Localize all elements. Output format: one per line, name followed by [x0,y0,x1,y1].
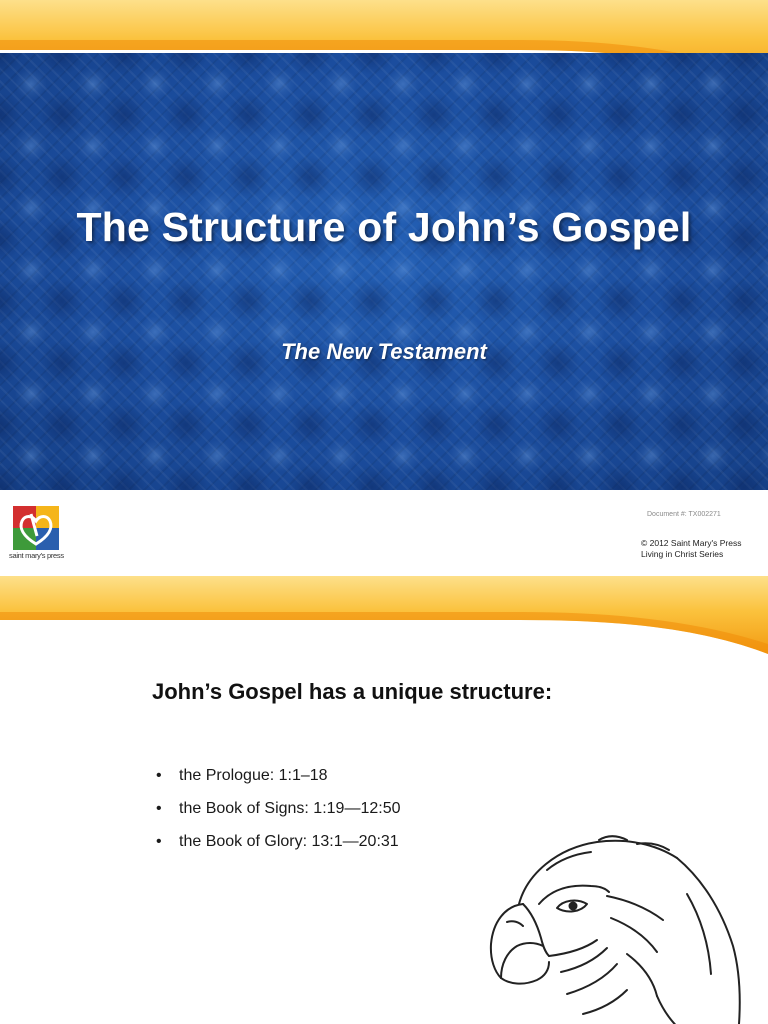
slide-subtitle: The New Testament [281,339,487,364]
series-line: Living in Christ Series [641,549,724,559]
bullet-icon: • [156,833,162,850]
slide-title: The Structure of John’s Gospel [76,204,692,250]
document-number: Document #: TX002271 [647,511,721,518]
logo-mark-icon [13,506,59,550]
list-item [156,799,400,832]
content-slide [0,576,768,1024]
logo-wordmark: saint mary's press [9,551,64,560]
copyright-block [641,538,741,560]
bullet-icon: • [156,767,162,784]
blue-pattern-panel [0,53,768,490]
saint-marys-press-logo-icon [9,506,64,564]
list-item-text: the Book of Glory: 13:1—20:31 [179,833,399,850]
list-item [156,766,400,799]
slide-heading: John’s Gospel has a unique structure: [152,679,553,704]
eagle-illustration-icon [487,834,747,1024]
top-orange-swoosh [0,576,768,666]
slide-footer [0,490,768,576]
list-item-text: the Prologue: 1:1–18 [179,767,328,784]
bullet-icon: • [156,800,162,817]
list-item [156,832,400,865]
copyright-line: © 2012 Saint Mary's Press [641,538,742,548]
list-item-text: the Book of Signs: 1:19—12:50 [179,800,401,817]
structure-list [156,766,400,865]
